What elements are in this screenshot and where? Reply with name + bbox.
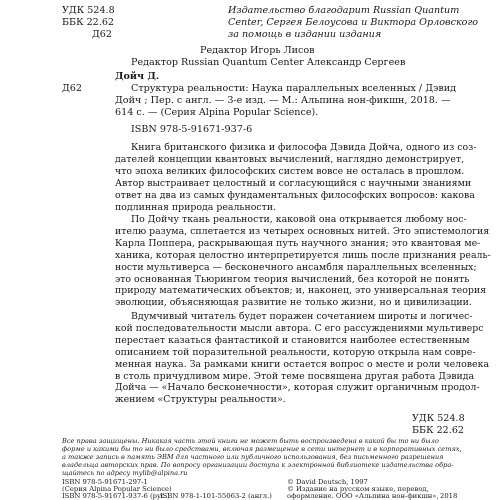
- catalog-line: Дойч ; Пер. с англ. — 3-е изд. — М.: Альпина нон-фикшн, 2018. —: [115, 95, 451, 106]
- acknowledgement-line: Center, Сергея Белоусова и Виктора Орловского: [228, 17, 479, 28]
- editor-line: Редактор Russian Quantum Center Александр Сергеев: [131, 57, 406, 68]
- annotation-line: ности мультиверса — бесконечного ансамбля параллельных вселенных;: [115, 261, 477, 273]
- bbk-top: ББК 22.62: [62, 17, 115, 28]
- annotation-line: Книга британского физика и философа Дэвида Дойча, одного из соз-: [131, 142, 477, 153]
- catalog-isbn: ISBN 978-5-91671-937-6: [131, 124, 253, 135]
- annotation-line: ответ на два из самых фундаментальных философских вопросов: какова: [115, 189, 475, 201]
- udk-bottom: УДК 524.8: [412, 413, 465, 424]
- annotation-paragraph: [115, 142, 475, 213]
- rights-line: владельца авторских прав. По вопросу организации доступа к электронной библиотеке издательства обра-: [62, 461, 454, 469]
- copyright-line: оформление. ООО «Альпина нон-фикшн»,: [287, 492, 439, 500]
- annotation-paragraph: [115, 214, 491, 309]
- rights-line: щайтесь по адресу mylib@alpina.ru: [62, 469, 188, 477]
- annotation-line: менная наука. За рамками книги остается вопрос о месте и роли человека: [115, 358, 490, 370]
- annotation-line: описанием той поразительной реальности, которую открыла нам совре-: [115, 346, 476, 358]
- annotation-line: эволюции, объясняющая развитие не только жизни, но и цивилизации.: [115, 297, 472, 309]
- annotation-line: что эпоха великих философских систем вовсе не осталась в прошлом.: [115, 165, 465, 177]
- annotation-line: По Дойчу ткань реальности, каковой она открывается любому нос-: [131, 214, 467, 225]
- editor-line: Редактор Игорь Лисов: [200, 45, 315, 56]
- annotation-paragraph: [115, 311, 490, 406]
- catalog-line: Структура реальности: Наука параллельных вселенных / Дэвид: [131, 83, 457, 94]
- annotation-line: ителю разума, сплетается из четырех основных нитей. Это эпистемология: [115, 225, 490, 237]
- isbn-line: ISBN 978-1-101-55063-2 (англ.): [160, 492, 272, 500]
- annotation-line: Автор выстраивает целостный и согласующийся с научными знаниями: [115, 177, 472, 189]
- copyright-line: 2018: [440, 492, 458, 500]
- isbn-line: ISBN 978-5-91671-937-6 (рус.): [62, 492, 170, 500]
- annotation-line: Дойча — «Начало бесконечности», которая служит органичным продол-: [115, 382, 480, 394]
- isbn-line: ISBN 978-5-91671-297-1: [62, 478, 148, 486]
- annotation-line: подлинная природа реальности.: [115, 201, 277, 213]
- bbk-bottom: ББК 22.62: [412, 425, 465, 436]
- annotation-line: это основанная Тьюрингом теория вычислений, без которой не понять: [115, 273, 470, 285]
- acknowledgement-line: Издательство благодарит Russian Quantum: [228, 5, 460, 16]
- acknowledgement-line: за помощь в издании издания: [228, 29, 382, 40]
- annotation-line: Карла Поппера, раскрывающая путь научного знания; это квантовая ме-: [115, 237, 481, 249]
- annotation-line: Вдумчивый читатель будет поражен сочетанием широты и логичес-: [131, 311, 473, 322]
- copyright-line: © David Deutsch, 1997: [287, 478, 368, 486]
- rights-line: Все права защищены. Никакая часть этой книги не может быть воспроизведена в какой бы то ни было: [62, 437, 439, 445]
- rights-line: а также запись в память ЭВМ для частного или публичного использования, без письменного разрешения: [62, 453, 444, 461]
- catalog-code: Д62: [62, 83, 83, 94]
- rights-line: форме и какими бы то ни было средствами, включая размещение в сети интернет и в корпоративных сетях,: [62, 445, 462, 453]
- annotation-line: кой последовательности мысли автора. С его рассуждениями мультиверс: [115, 322, 484, 334]
- annotation-line: жением «Структуры реальности».: [115, 394, 286, 406]
- annotation-line: дателей концепции квантовых вычислений, наглядно демонстрирует,: [115, 153, 465, 165]
- code-top: Д62: [92, 29, 113, 40]
- annotation-line: ханика, которая целостно интерпретируется лишь после признания реаль-: [115, 249, 491, 261]
- annotation-line: перестает казаться фантастикой и становится наиболее естественным: [115, 334, 470, 346]
- annotation-line: природу математических объектов; и, наконец, это универсальная теория: [115, 285, 487, 297]
- isbn-line: (Серия Alpina Popular Science): [62, 485, 172, 493]
- catalog-author: Дойч Д.: [115, 71, 160, 82]
- udk-top: УДК 524.8: [62, 5, 115, 16]
- copyright-line: © Издание на русском языке, перевод,: [287, 485, 429, 493]
- catalog-line: 614 с. — (Серия Alpina Popular Science).: [115, 107, 319, 118]
- annotation-line: в столь причудливом мире. Этой теме посвящена другая работа Дэвида: [115, 370, 475, 382]
